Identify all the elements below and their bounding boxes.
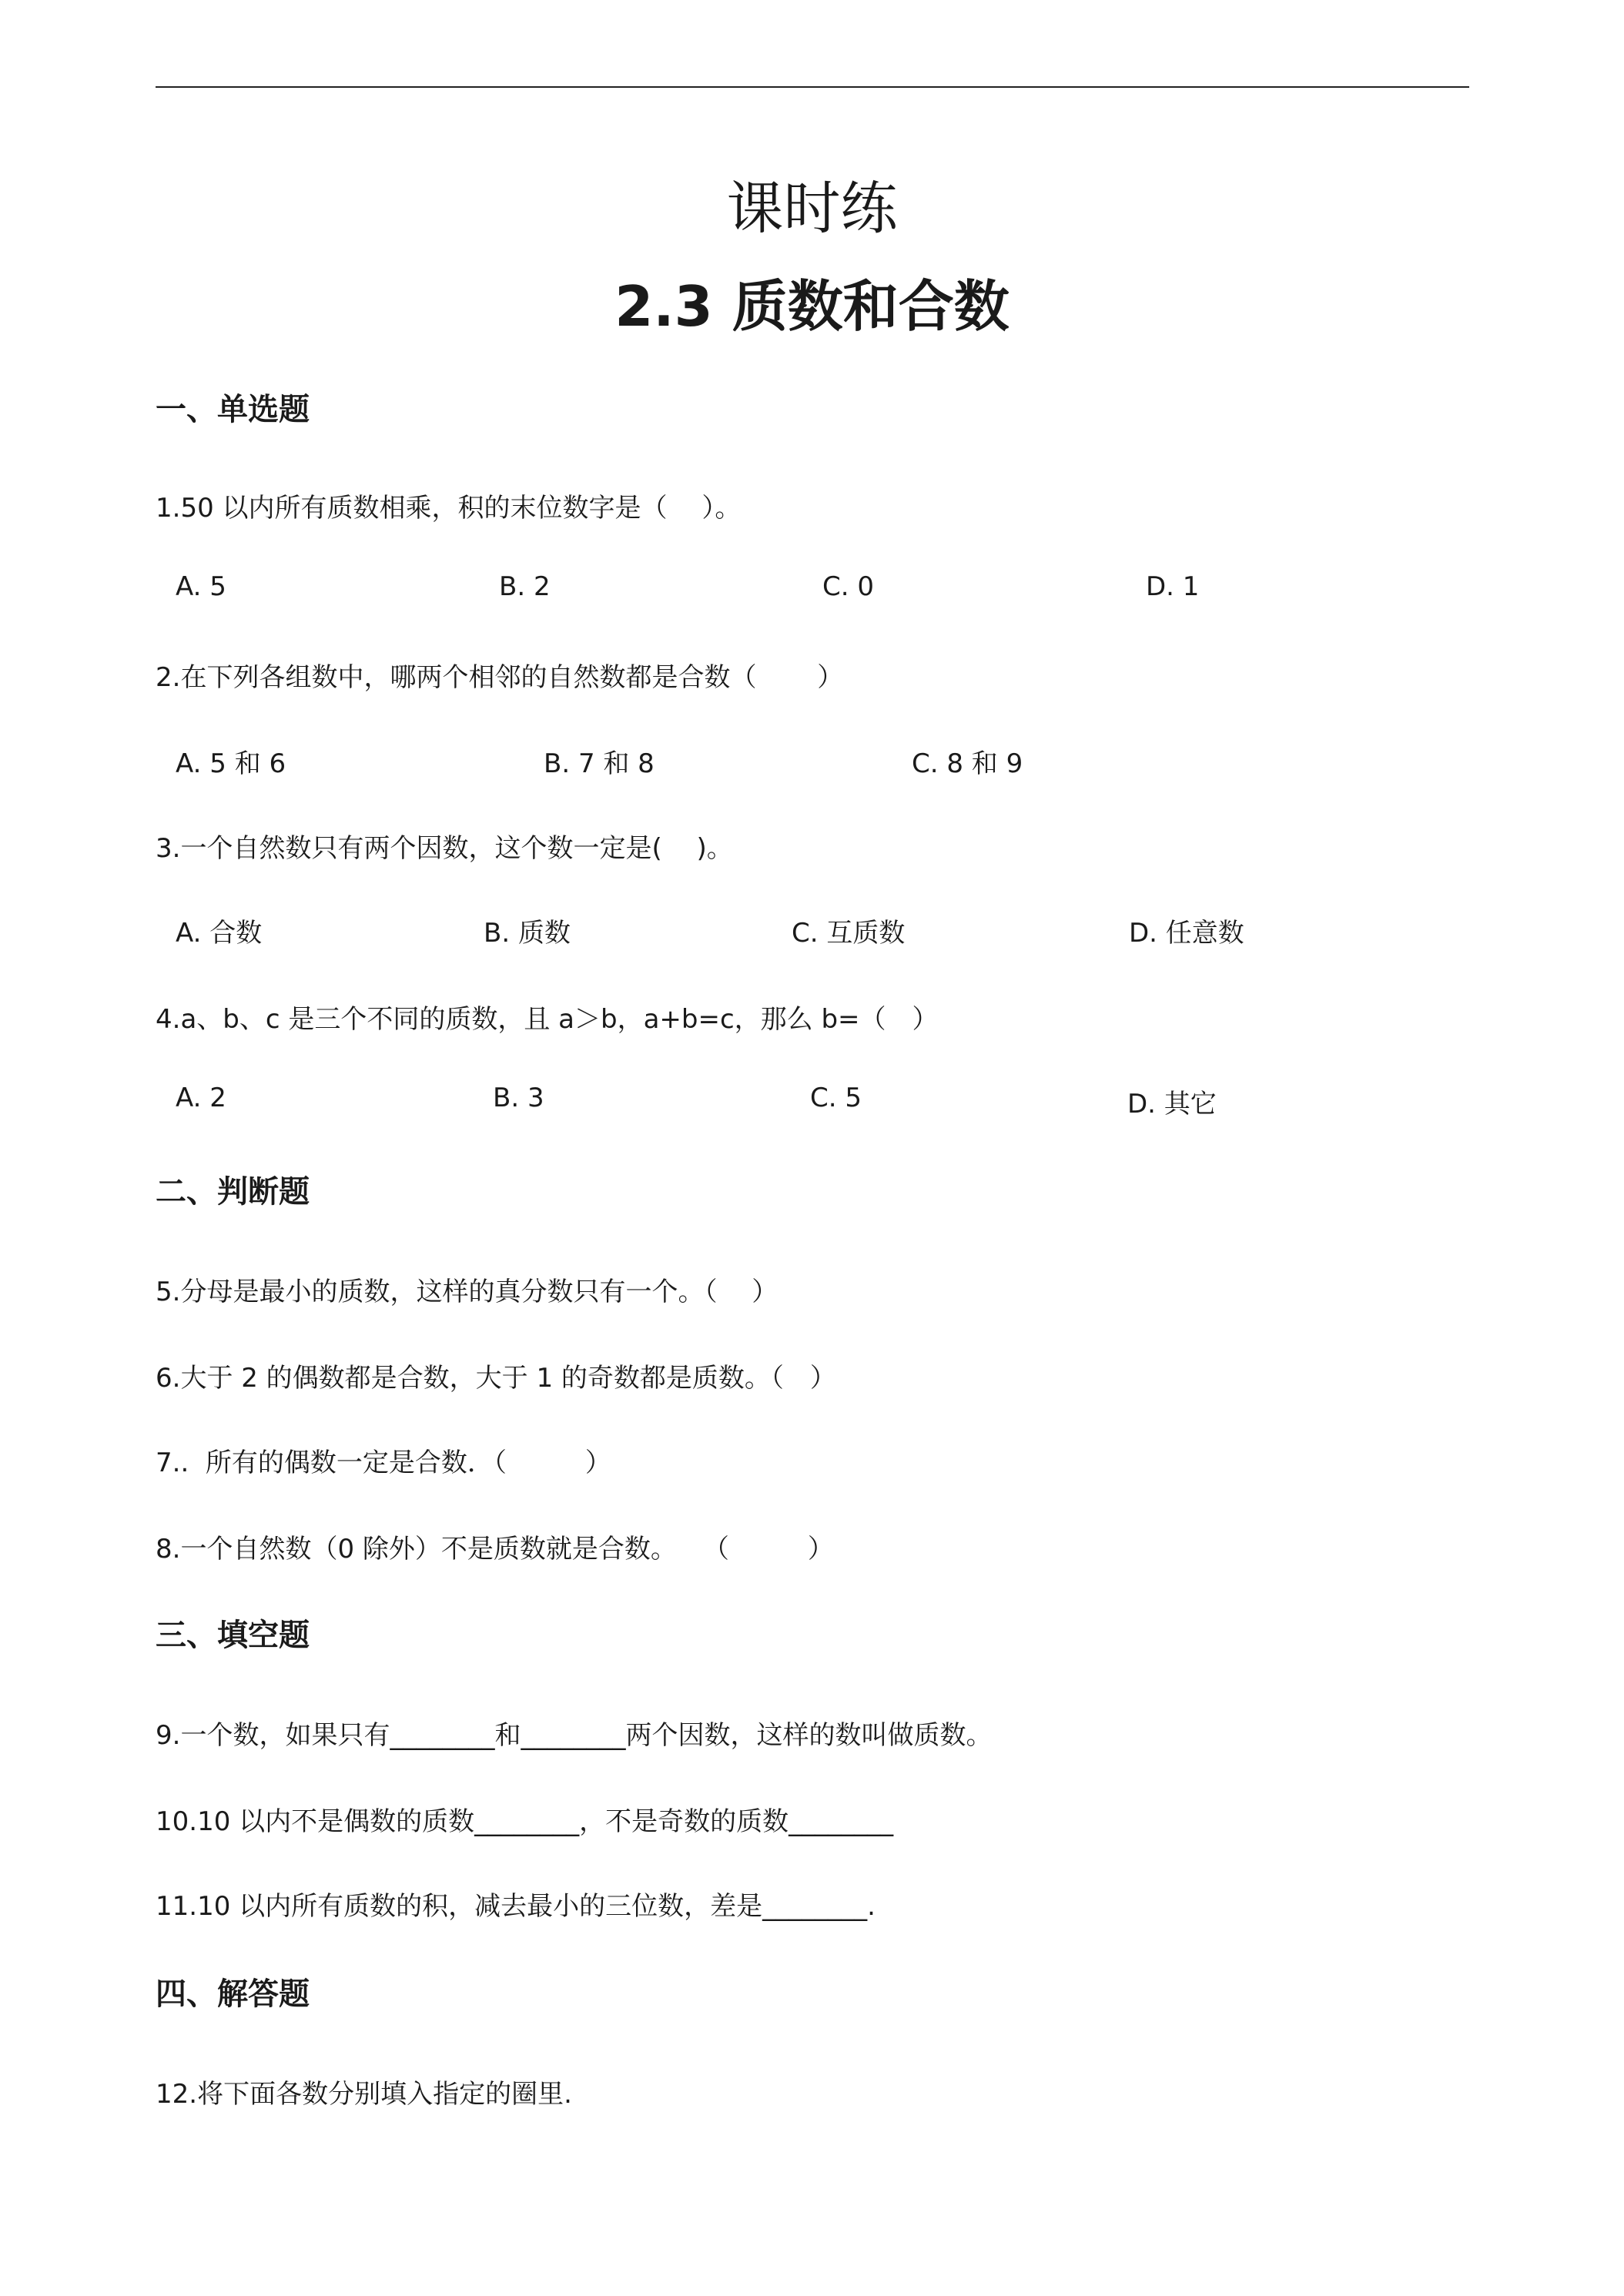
q3-option-c: C. 互质数: [792, 918, 906, 949]
page-subtitle: 2.3 质数和合数: [614, 274, 1010, 339]
header-rule: [156, 86, 1469, 88]
q1-option-b: B. 2: [499, 571, 551, 602]
question-12: 12.将下面各数分别填入指定的圈里.: [156, 2079, 572, 2110]
question-5: 5.分母是最小的质数，这样的真分数只有一个。（ ）: [156, 1277, 779, 1307]
q4-option-c: C. 5: [810, 1083, 862, 1113]
question-9: 9.一个数，如果只有________和________两个因数，这样的数叫做质数。: [156, 1720, 993, 1751]
section-heading-single-choice: 一、单选题: [156, 392, 310, 427]
q1-option-a: A. 5: [176, 571, 226, 602]
q1-option-d: D. 1: [1146, 571, 1200, 602]
q3-option-a: A. 合数: [176, 918, 263, 949]
q1-option-c: C. 0: [822, 571, 874, 602]
section-heading-solve: 四、解答题: [156, 1976, 310, 2012]
q4-option-d: D. 其它: [1127, 1089, 1217, 1120]
q3-option-b: B. 质数: [484, 918, 571, 949]
question-3: 3.一个自然数只有两个因数，这个数一定是( )。: [156, 833, 733, 864]
q2-option-c: C. 8 和 9: [912, 748, 1023, 779]
q2-option-a: A. 5 和 6: [176, 748, 286, 779]
section-heading-true-false: 二、判断题: [156, 1174, 310, 1210]
question-10: 10.10 以内不是偶数的质数________，不是奇数的质数________: [156, 1806, 894, 1837]
question-2: 2.在下列各组数中，哪两个相邻的自然数都是合数（ ）: [156, 662, 844, 693]
question-11: 11.10 以内所有质数的积，减去最小的三位数，差是________.: [156, 1891, 876, 1922]
question-8: 8.一个自然数（0 除外）不是质数就是合数。 （ ）: [156, 1534, 834, 1565]
question-7: 7.. 所有的偶数一定是合数．（ ）: [156, 1448, 611, 1478]
question-4: 4.a、b、c 是三个不同的质数，且 a＞b，a+b=c，那么 b=（ ）: [156, 1004, 939, 1035]
question-6: 6.大于 2 的偶数都是合数，大于 1 的奇数都是质数。（ ）: [156, 1363, 836, 1394]
q2-option-b: B. 7 和 8: [544, 748, 655, 779]
q4-option-b: B. 3: [493, 1083, 544, 1113]
page-title: 课时练: [726, 176, 898, 242]
question-1: 1.50 以内所有质数相乘，积的末位数字是（ ）。: [156, 493, 742, 524]
q3-option-d: D. 任意数: [1129, 918, 1244, 949]
q4-option-a: A. 2: [176, 1083, 226, 1113]
section-heading-fill-in: 三、填空题: [156, 1618, 310, 1653]
